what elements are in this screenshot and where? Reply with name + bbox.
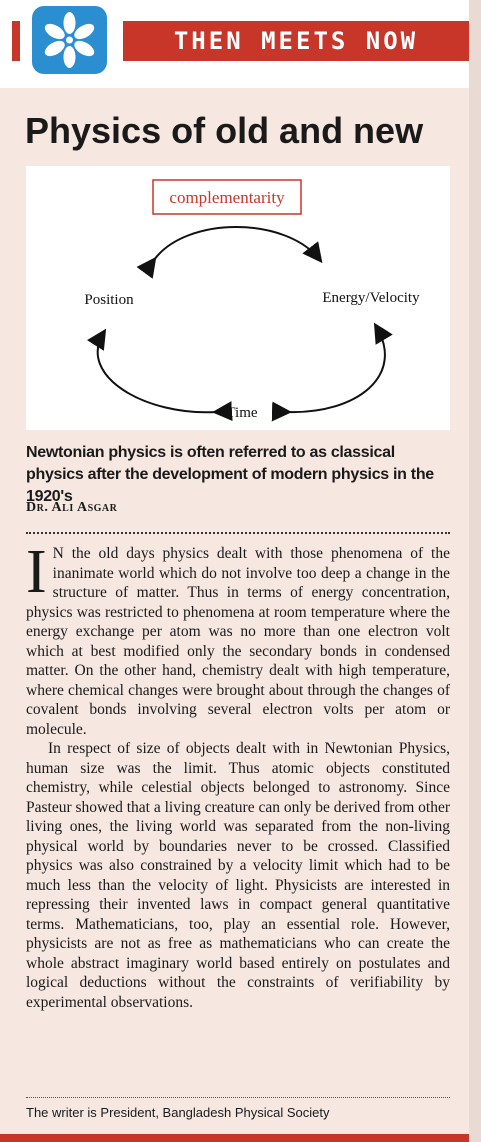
author-note: The writer is President, Bangladesh Physical Society <box>26 1105 330 1120</box>
top-double-arrow <box>154 227 320 260</box>
asterisk-logo-icon <box>32 6 107 74</box>
footer-divider <box>26 1097 450 1098</box>
time-label: Time <box>226 405 258 421</box>
paragraph-2: In respect of size of objects dealt with in Newtonian Physics, human size was the limit. Thus atomic objects constituted chemistry, while celestial objects belonged to astronomy. Since Pasteur showed that a living creature can only be derived from other living ones, the living world was separated from the non-living physical world by boundaries never to be crossed. Classified physics was also constrained by a velocity limit which had to be much less than the velocity of light. Physicists are interested in repressing their invented laws in compact general quantitative terms. Mathematicians, too, play an essential role. However, physicists are not as free as mathematicians who can create the whole abstract imaginary world based entirely on postulates and logical deductions without the constraints of verifiability by experimental observations. <box>26 740 450 1011</box>
article-body <box>26 538 450 1012</box>
page-right-border <box>469 0 481 1142</box>
dropcap: I <box>26 538 47 606</box>
byline-divider <box>26 532 450 534</box>
right-double-arrow <box>288 326 385 412</box>
position-label: Position <box>84 292 134 308</box>
paragraph-1-text: N the old days physics dealt with those phenomena of the inanimate world which do not involve too deep a change in the structure of matter. Thus in terms of energy concentration, physics was restricted to phenomena at room temperature where the energy exchange per atom was no more than one electron volt which at best modified only the secondary bonds in condensed matter. On the other hand, chemistry dealt with high temperature, where chemical changes were brought about through the changes of covalent bonds involving several electron volts per atom or molecule. <box>26 545 450 738</box>
section-label: THEN MEETS NOW <box>173 27 419 55</box>
complementarity-label: complementarity <box>169 188 285 207</box>
section-banner <box>123 21 469 61</box>
headline: Physics of old and new <box>25 110 424 151</box>
left-double-arrow <box>98 332 216 412</box>
energy-velocity-label: Energy/Velocity <box>322 290 420 306</box>
header-accent-bar <box>12 21 20 61</box>
paragraph-1 <box>26 538 450 739</box>
complementarity-diagram <box>26 166 450 430</box>
page-header <box>0 0 481 88</box>
bottom-accent-bar <box>0 1134 469 1142</box>
figure-caption: Newtonian physics is often referred to as classical physics after the development of modern physics in the 1920's <box>26 444 434 505</box>
byline: Dr. Ali Asgar <box>26 500 118 515</box>
